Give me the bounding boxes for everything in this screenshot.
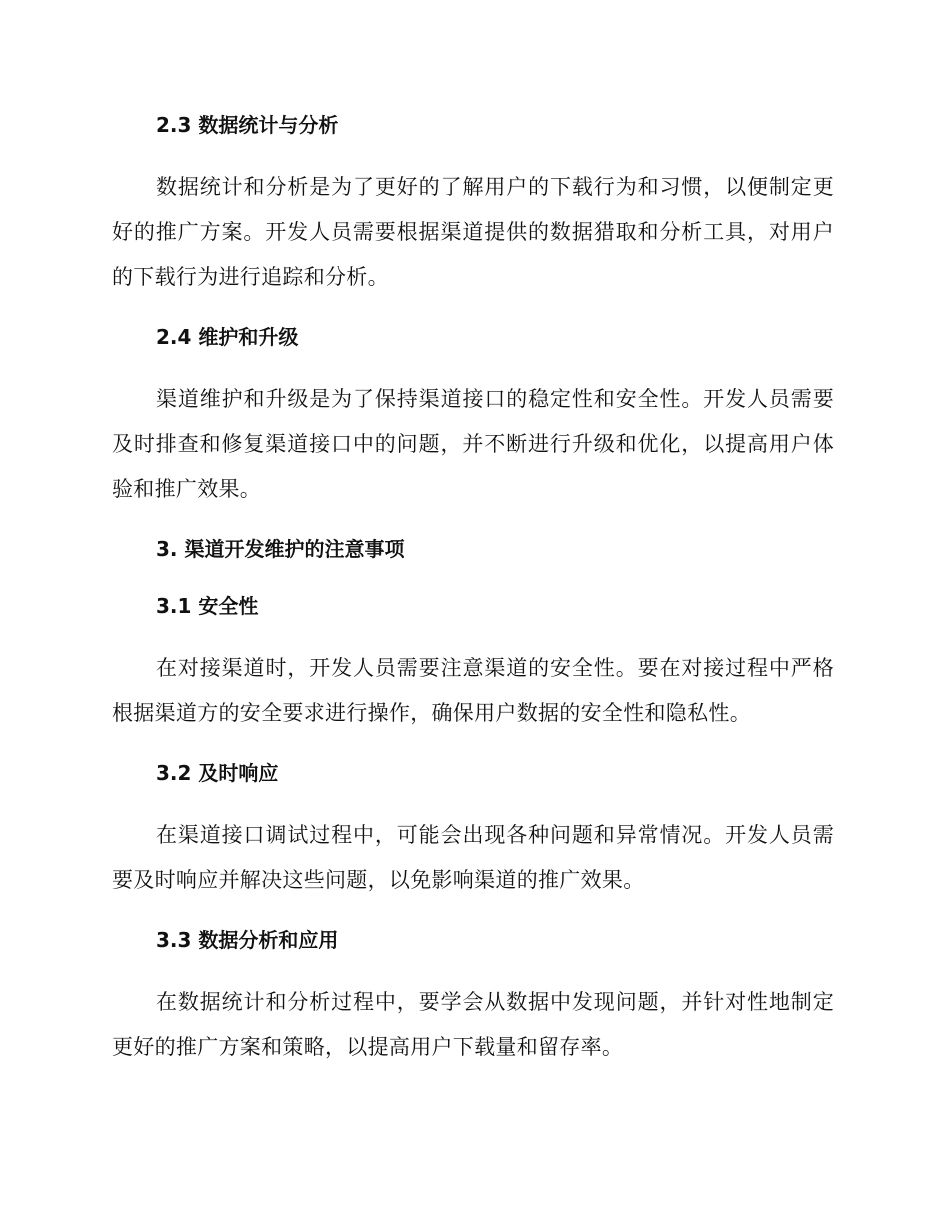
section-heading-3-1: 3.1 安全性 <box>156 594 259 618</box>
section-paragraph-2-3: 数据统计和分析是为了更好的了解用户的下载行为和习惯，以便制定更好的推广方案。开发人员需要根据渠道提供的数据猎取和分析工具，对用户的下载行为进行追踪和分析。 <box>112 175 834 289</box>
section-heading-3-2: 3.2 及时响应 <box>156 761 279 785</box>
section-paragraph-3-2: 在渠道接口调试过程中，可能会出现各种问题和异常情况。开发人员需要及时响应并解决这些问题，以免影响渠道的推广效果。 <box>112 823 834 892</box>
document-body <box>112 110 834 1070</box>
section-paragraph-2-4: 渠道维护和升级是为了保持渠道接口的稳定性和安全性。开发人员需要及时排查和修复渠道接口中的问题，并不断进行升级和优化，以提高用户体验和推广效果。 <box>112 387 834 501</box>
section-heading-2-4: 2.4 维护和升级 <box>156 325 299 349</box>
section-paragraph-3-3: 在数据统计和分析过程中，要学会从数据中发现问题，并针对性地制定更好的推广方案和策略，以提高用户下载量和留存率。 <box>112 990 834 1059</box>
section-paragraph-3-1: 在对接渠道时，开发人员需要注意渠道的安全性。要在对接过程中严格根据渠道方的安全要求进行操作，确保用户数据的安全性和隐私性。 <box>112 656 834 725</box>
section-heading-3-3: 3.3 数据分析和应用 <box>156 928 339 952</box>
section-heading-3: 3. 渠道开发维护的注意事项 <box>156 537 405 561</box>
section-heading-2-3: 2.3 数据统计与分析 <box>156 113 339 137</box>
